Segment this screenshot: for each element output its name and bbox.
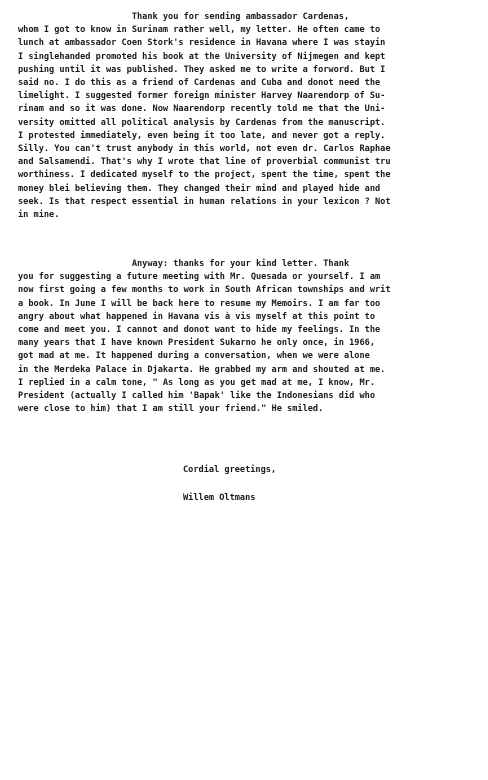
text-line: now first going a few months to work in South African townships and writ: [18, 285, 391, 296]
text-line: versity omitted all political analysis by Cardenas from the manuscript.: [18, 117, 386, 128]
text-line: pushing until it was published. They asked me to write a forword. But I: [18, 64, 386, 75]
text-line: many years that I have known President Sukarno he only once, in 1966,: [18, 338, 375, 349]
text-line: were close to him) that I am still your friend." He smiled.: [18, 404, 324, 415]
text-line: seek. Is that respect essential in human relations in your lexicon ? Not: [18, 196, 391, 207]
text-line: angry about what happened in Havana vis à vis myself at this point to: [18, 311, 375, 322]
text-line: Anyway: thanks for your kind letter. Thank: [18, 259, 350, 269]
text-line: and Salsamendi. That's why I wrote that line of proverbial communist tru: [18, 157, 391, 168]
text-line: Thank you for sending ambassador Cardenas,: [18, 12, 350, 22]
paragraph-2: [18, 258, 476, 416]
text-line: come and meet you. I cannot and donot want to hide my feelings. In the: [18, 325, 381, 336]
text-line: whom I got to know in Surinam rather well, my letter. He often came to: [18, 25, 381, 36]
text-line: I replied in a calm tone, " As long as you get mad at me, I know, Mr.: [18, 377, 375, 388]
signature-name: Willem Oltmans: [183, 493, 256, 503]
text-line: worthiness. I dedicated myself to the project, spent the time, spent the: [18, 170, 391, 181]
text-line: I protested immediately, even being it too late, and never got a reply.: [18, 130, 386, 141]
text-line: President (actually I called him 'Bapak' like the Indonesians did who: [18, 391, 375, 402]
text-line: a book. In June I will be back here to resume my Memoirs. I am far too: [18, 298, 381, 309]
text-line: lunch at ambassador Coen Stork's residence in Havana where I was stayin: [18, 38, 386, 49]
text-line: said no. I do this as a friend of Cardenas and Cuba and donot need the: [18, 78, 381, 89]
text-line: Silly. You can't trust anybody in this world, not even dr. Carlos Raphae: [18, 144, 391, 155]
text-line: money blei believing them. They changed their mind and played hide and: [18, 183, 381, 194]
paragraph-1: [18, 11, 476, 222]
text-line: in the Merdeka Palace in Djakarta. He grabbed my arm and shouted at me.: [18, 364, 386, 375]
closing-greeting: Cordial greetings,: [183, 465, 277, 475]
text-line: rinam and so it was done. Now Naarendorp recently told me that the Uni-: [18, 104, 386, 115]
text-line: in mine.: [18, 210, 60, 221]
text-line: got mad at me. It happened during a conversation, when we were alone: [18, 351, 370, 362]
text-line: I singlehanded promoted his book at the University of Nijmegen and kept: [18, 51, 386, 62]
text-line: limelight. I suggested former foreign minister Harvey Naarendorp of Su-: [18, 91, 386, 102]
text-line: you for suggesting a future meeting with Mr. Quesada or yourself. I am: [18, 272, 381, 283]
